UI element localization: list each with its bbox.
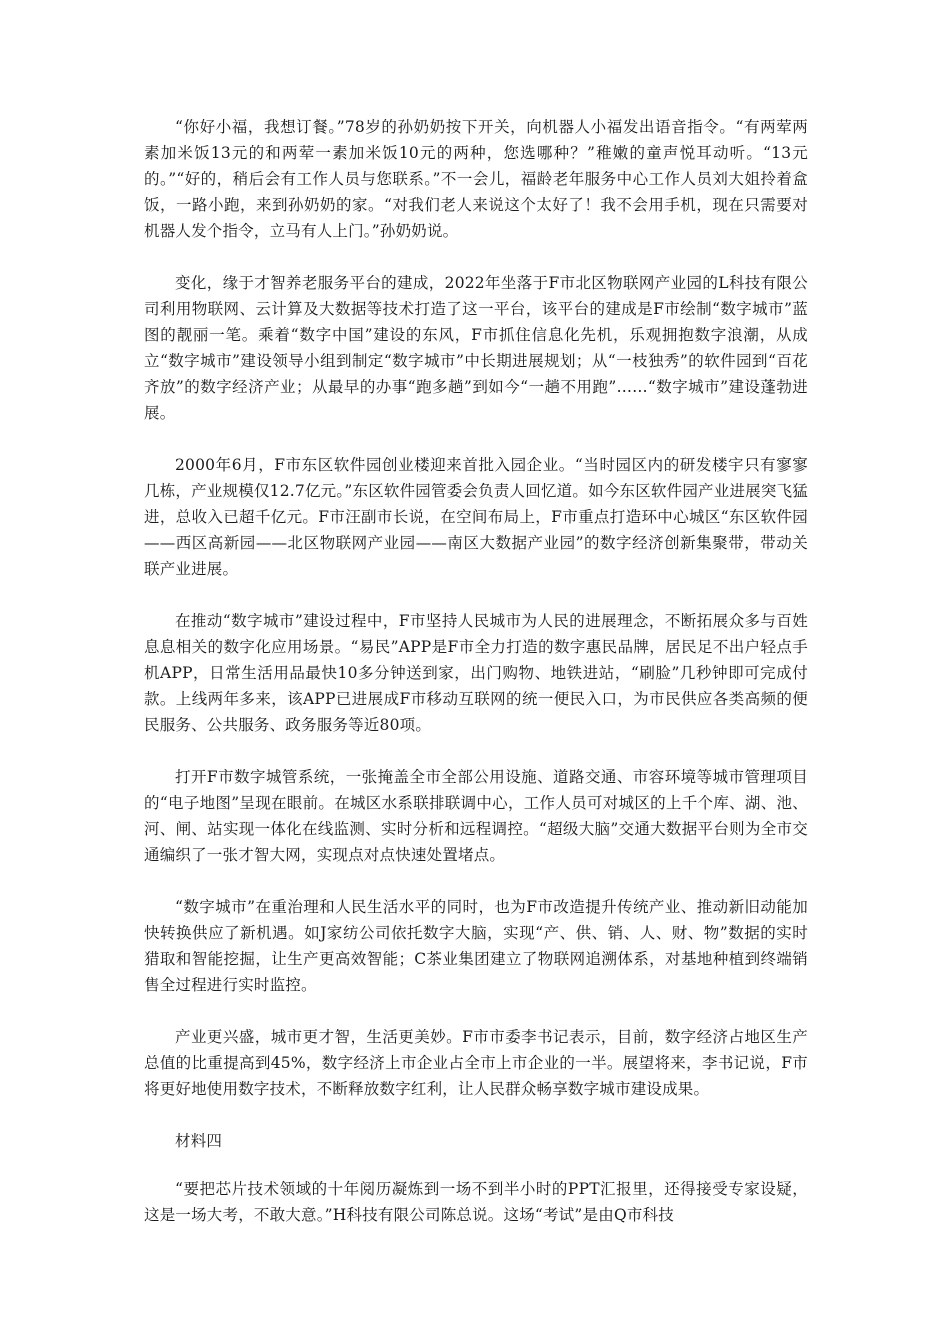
document-body [144, 114, 808, 1254]
section-heading-material-four: 材料四 [175, 1132, 223, 1150]
paragraph-digital-economy-outlook: 产业更兴盛，城市更才智，生活更美妙。F市市委李书记表示，目前，数字经济占地区生产总值的比重提高到45%，数字经济上市企业占全市上市企业的一半。展望将来，李书记说，F市将更好地使用数字技术，不断释放数字红利，让人民群众畅享数字城市建设成果。 [144, 1028, 808, 1098]
paragraph-chip-technology-exam: “要把芯片技术领域的十年阅历凝炼到一场不到半小时的PPT汇报里，还得接受专家设疑，这是一场大考，不敢大意。”H科技有限公司陈总说。这场“考试”是由Q市科技 [144, 1180, 808, 1224]
paragraph-robot-meal-order: “你好小福，我想订餐。”78岁的孙奶奶按下开关，向机器人小福发出语音指令。“有两荤两素加米饭13元的和两荤一素加米饭10元的两种，您选哪种？”稚嫩的童声悦耳动听。“13元的。”“好的，稍后会有工作人员与您联系。”不一会儿，福龄老年服务中心工作人员刘大姐拎着盒饭，一路小跑，来到孙奶奶的家。“对我们老人来说这个太好了！我不会用手机，现在只需要对机器人发个指令，立马有人上门。”孙奶奶说。 [144, 118, 808, 240]
paragraph-industry-upgrade: “数字城市”在重治理和人民生活水平的同时，也为F市改造提升传统产业、推动新旧动能加快转换供应了新机遇。如J家纺公司依托数字大脑，实现“产、供、销、人、财、物”数据的实时猎取和智能挖掘，让生产更高效智能；C茶业集团建立了物联网追溯体系，对基地种植到终端销售全过程进行实时监控。 [144, 898, 808, 994]
paragraph-east-software-park: 2000年6月，F市东区软件园创业楼迎来首批入园企业。“当时园区内的研发楼宇只有寥寥几栋，产业规模仅12.7亿元。”东区软件园管委会负责人回忆道。如今东区软件园产业进展突飞猛进，总收入已超千亿元。F市汪副市长说，在空间布局上，F市重点打造环中心城区“东区软件园——西区高新园——北区物联网产业园——南区大数据产业园”的数字经济创新集聚带，带动关联产业进展。 [144, 456, 808, 578]
paragraph-yimin-app: 在推动“数字城市”建设过程中，F市坚持人民城市为人民的进展理念，不断拓展众多与百姓息息相关的数字化应用场景。“易民”APP是F市全力打造的数字惠民品牌，居民足不出户轻点手机APP，日常生活用品最快10多分钟送到家，出门购物、地铁进站，“刷脸”几秒钟即可完成付款。上线两年多来，该APP已进展成F市移动互联网的统一便民入口，为市民供应各类高频的便民服务、公共服务、政务服务等近80项。 [144, 612, 808, 734]
paragraph-digital-city-management: 打开F市数字城管系统，一张掩盖全市全部公用设施、道路交通、市容环境等城市管理项目的“电子地图”呈现在眼前。在城区水系联排联调中心，工作人员可对城区的上千个库、湖、池、河、闸、站实现一体化在线监测、实时分析和远程调控。“超级大脑”交通大数据平台则为全市交通编织了一张才智大网，实现点对点快速处置堵点。 [144, 768, 808, 864]
paragraph-smart-elderly-platform: 变化，缘于才智养老服务平台的建成，2022年坐落于F市北区物联网产业园的L科技有限公司利用物联网、云计算及大数据等技术打造了这一平台，该平台的建成是F市绘制“数字城市”蓝图的靓丽一笔。乘着“数字中国”建设的东风，F市抓住信息化先机，乐观拥抱数字浪潮，从成立“数字城市”建设领导小组到制定“数字城市”中长期进展规划；从“一枝独秀”的软件园到“百花齐放”的数字经济产业；从最早的办事“跑多趟”到如今“一趟不用跑”……“数字城市”建设蓬勃进展。 [144, 274, 808, 422]
